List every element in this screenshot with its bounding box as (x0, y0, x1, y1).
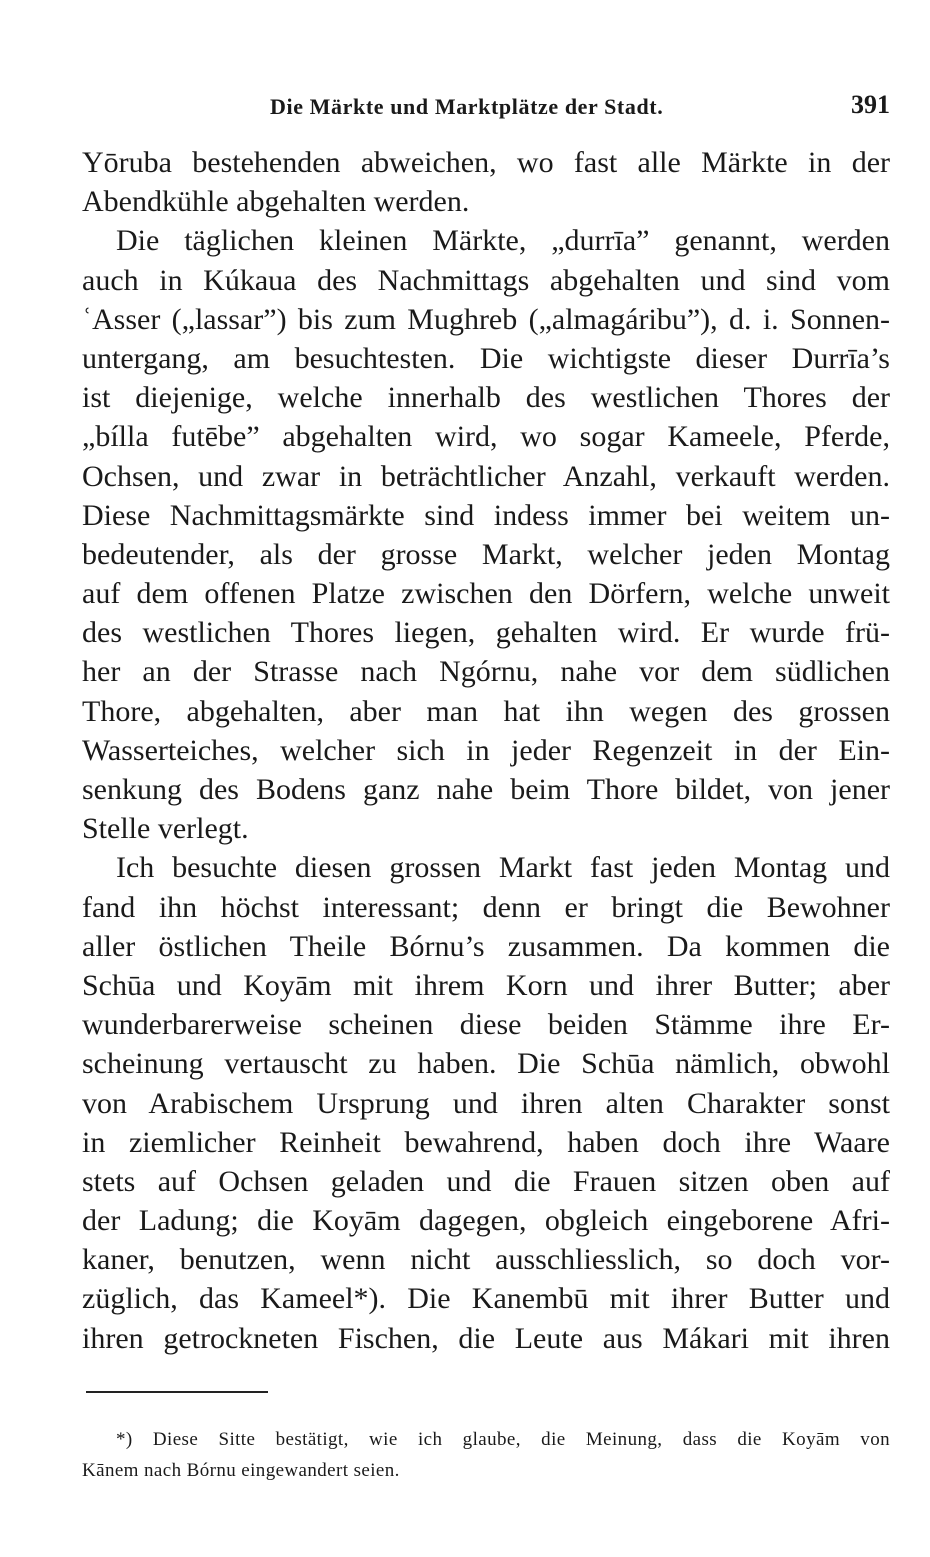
paragraph (82, 221, 890, 848)
text-line: ist diejenige, welche innerhalb des westlichen Thores der (82, 381, 890, 415)
text-line: stets auf Ochsen geladen und die Frauen sitzen oben auf (82, 1164, 890, 1198)
text-line: von Arabischem Ursprung und ihren alten Charakter sonst (82, 1086, 890, 1120)
footnote-line: Kānem nach Bórnu eingewandert seien. (82, 1460, 400, 1481)
text-line: „bílla futēbe” abgehalten wird, wo sogar Kameele, Pferde, (82, 420, 890, 454)
text-line: Thore, abgehalten, aber man hat ihn wegen des grossen (82, 694, 890, 728)
text-line: der Ladung; die Koyām dagegen, obgleich eingeborene Afri- (82, 1204, 890, 1238)
text-line: Ochsen, und zwar in beträchtlicher Anzahl, verkauft werden. (82, 459, 890, 493)
text-line: kaner, benutzen, wenn nicht ausschliesslich, so doch vor- (82, 1243, 890, 1277)
paragraph (82, 143, 890, 221)
paragraph (82, 848, 890, 1357)
text-line: untergang, am besuchtesten. Die wichtigste dieser Durrīa’s (82, 341, 890, 375)
text-line: des westlichen Thores liegen, gehalten wird. Er wurde frü- (82, 616, 890, 650)
body-text (82, 143, 890, 1358)
text-line: Die täglichen kleinen Märkte, „durrīa” genannt, werden (116, 224, 890, 258)
text-line: senkung des Bodens ganz nahe beim Thore bildet, von jener (82, 773, 890, 806)
text-line: auf dem offenen Platze zwischen den Dörfern, welche unweit (82, 577, 890, 611)
text-line: Yōruba bestehenden abweichen, wo fast alle Märkte in der (82, 146, 890, 179)
text-line: auch in Kúkaua des Nachmittags abgehalten und sind vom (82, 263, 890, 297)
text-line: in ziemlicher Reinheit bewahrend, haben doch ihre Waare (82, 1125, 890, 1159)
footnote-rule (86, 1391, 268, 1393)
text-line: bedeutender, als der grosse Markt, welcher jeden Montag (82, 537, 890, 571)
text-line: Wasserteiches, welcher sich in jeder Regenzeit in der Ein- (82, 733, 890, 767)
page-number: 391 (851, 90, 890, 119)
text-line: Ich besuchte diesen grossen Markt fast jeden Montag und (116, 851, 890, 885)
text-line: fand ihn höchst interessant; denn er bringt die Bewohner (82, 890, 890, 924)
running-title: Die Märkte und Marktplätze der Stadt. (270, 94, 664, 119)
text-line: aller östlichen Theile Bórnu’s zusammen. Da kommen die (82, 929, 890, 963)
text-line: Stelle verlegt. (82, 812, 249, 846)
text-line: züglich, das Kameel*). Die Kanembū mit ihrer Butter und (82, 1282, 890, 1316)
running-header (82, 88, 890, 128)
footnote (82, 1424, 890, 1486)
text-line: her an der Strasse nach Ngórnu, nahe vor dem südlichen (82, 655, 890, 689)
text-line: Abendkühle abgehalten werden. (82, 185, 470, 219)
footnote-line: *) Diese Sitte bestätigt, wie ich glaube, die Meinung, dass die Koyām von (116, 1429, 890, 1450)
text-line: wunderbarerweise scheinen diese beiden Stämme ihre Er- (82, 1008, 890, 1042)
text-line: scheinung vertauscht zu haben. Die Schūa nämlich, obwohl (82, 1047, 890, 1081)
text-line: Schūa und Koyām mit ihrem Korn und ihrer Butter; aber (82, 968, 890, 1002)
text-line: ʿAsser („lassar”) bis zum Mughreb („almagáribu”), d. i. Sonnen- (82, 302, 890, 336)
text-line: ihren getrockneten Fischen, die Leute aus Mákari mit ihren (82, 1321, 890, 1355)
text-line: Diese Nachmittagsmärkte sind indess immer bei weitem un- (82, 498, 890, 532)
